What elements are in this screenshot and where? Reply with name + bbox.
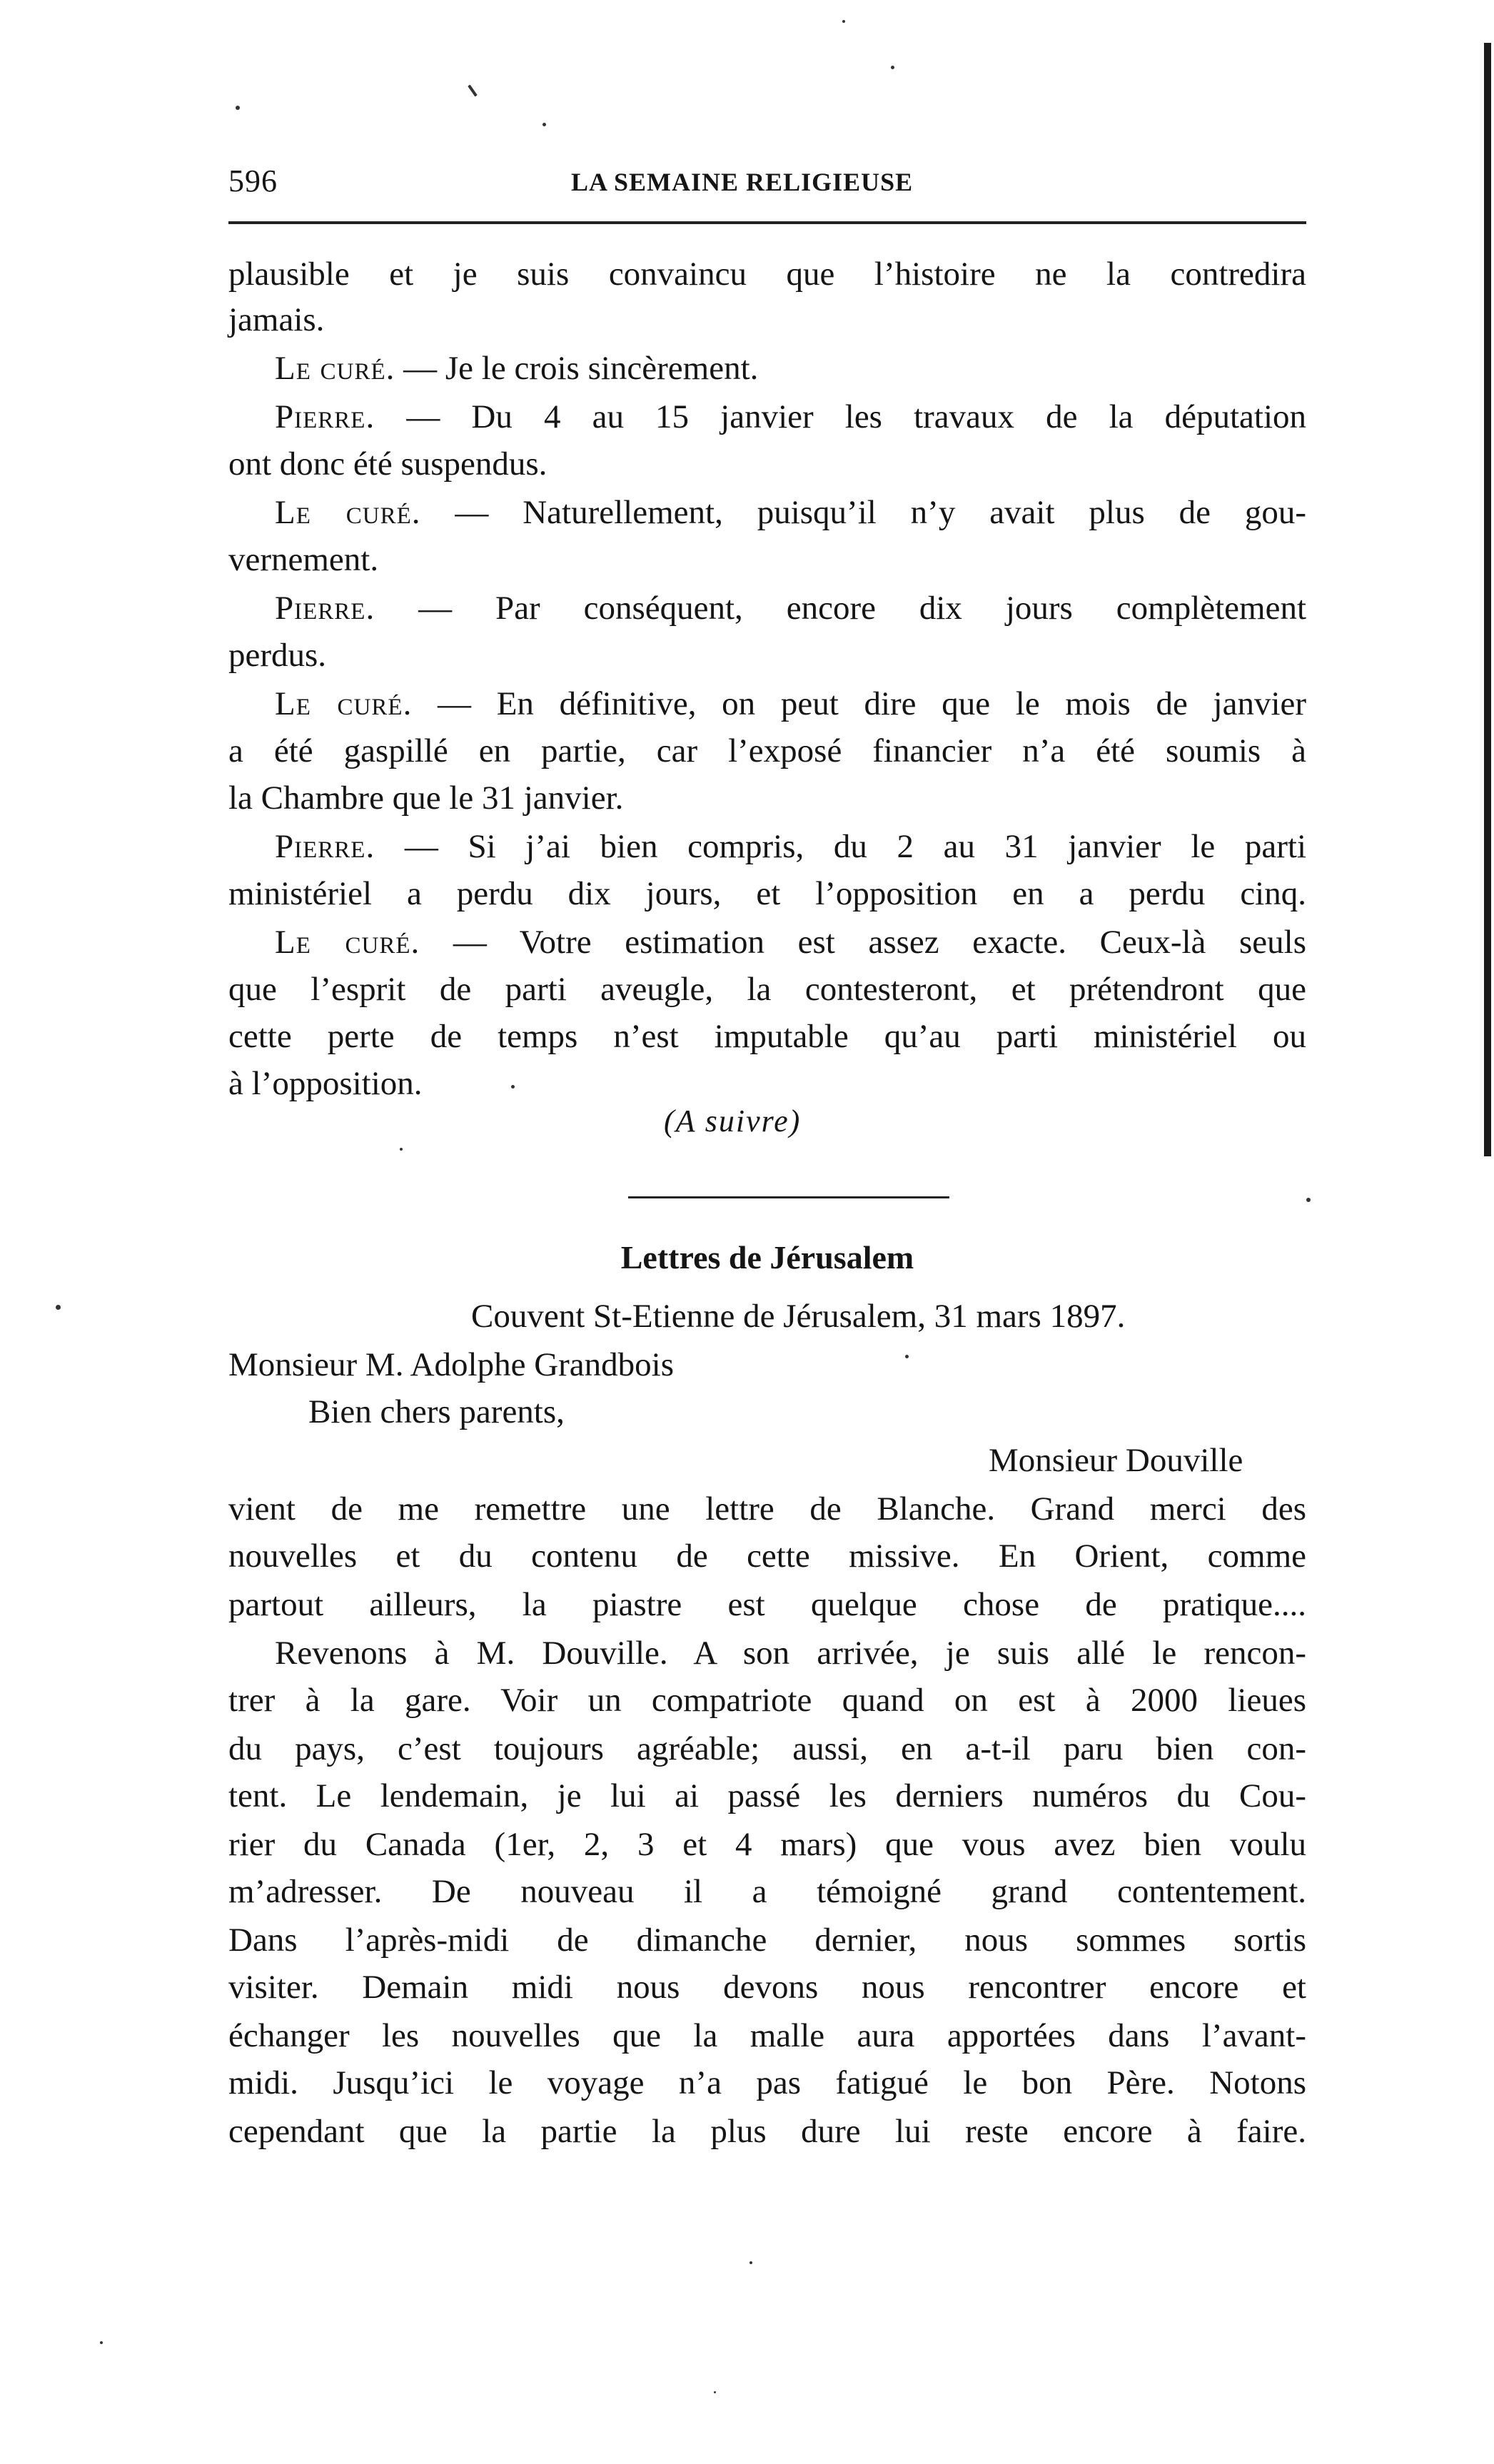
speaker-line bbox=[275, 919, 1306, 965]
speaker-line bbox=[275, 585, 1306, 631]
text-line: échanger les nouvelles que la malle aura apportées dans l’avant- bbox=[228, 2017, 1306, 2054]
text-line bbox=[228, 632, 1306, 678]
line-text: — Votre estimation est assez exacte. Ceux-là seuls bbox=[453, 924, 1307, 961]
running-title: LA SEMAINE RELIGIEUSE bbox=[571, 168, 914, 196]
line-text: — Naturellement, puisqu’il n’y avait plus de gou- bbox=[455, 494, 1306, 531]
line-text: — Par conséquent, encore dix jours complètement bbox=[418, 590, 1307, 627]
speaker-line bbox=[275, 394, 1306, 440]
line-text: jamais. bbox=[228, 301, 325, 338]
text-line: rier du Canada (1er, 2, 3 et 4 mars) que vous avez bien voulu bbox=[228, 1826, 1306, 1863]
text-line: cependant que la partie la plus dure lui reste encore à faire. bbox=[228, 2113, 1306, 2150]
text-line bbox=[228, 441, 1306, 487]
text-line bbox=[228, 966, 1306, 1012]
line-text: ministériel a perdu dix jours, et l’opposition en a perdu cinq. bbox=[228, 875, 1306, 912]
line-text: ont donc été suspendus. bbox=[228, 445, 547, 483]
text-line: trer à la gare. Voir un compatriote quand on est à 2000 lieues bbox=[228, 1682, 1306, 1719]
text-line bbox=[228, 297, 1306, 343]
text-line bbox=[228, 537, 1306, 582]
scan-speck bbox=[236, 106, 240, 110]
speaker-line bbox=[275, 345, 1306, 391]
line-text: cette perte de temps n’est imputable qu’au parti ministériel ou bbox=[228, 1018, 1306, 1055]
line-text: vernement. bbox=[228, 541, 379, 578]
speaker-name: Pierre. bbox=[275, 828, 375, 865]
section-heading: Lettres de Jérusalem bbox=[620, 1239, 914, 1276]
letter-opening: Monsieur Douville bbox=[989, 1442, 1243, 1479]
page-number: 596 bbox=[228, 163, 278, 198]
text-line: partout ailleurs, la piastre est quelque chose de pratique.... bbox=[228, 1586, 1306, 1623]
speaker-name: Le curé. bbox=[275, 924, 420, 961]
speaker-name: Le curé. bbox=[275, 685, 413, 722]
to-follow-note: (A suivre) bbox=[664, 1104, 802, 1138]
speaker-name: Le curé. bbox=[275, 350, 395, 387]
section-divider bbox=[628, 1196, 949, 1198]
line-text: la Chambre que le 31 janvier. bbox=[228, 779, 624, 817]
scan-speck bbox=[100, 2341, 103, 2344]
dateline: Couvent St-Etienne de Jérusalem, 31 mars 1897. bbox=[471, 1298, 1126, 1335]
text-line: Dans l’après-midi de dimanche dernier, nous sommes sortis bbox=[228, 1922, 1306, 1959]
speaker-line bbox=[275, 824, 1306, 869]
line-text: à l’opposition. bbox=[228, 1065, 423, 1102]
line-text: a été gaspillé en partie, car l’exposé financier n’a été soumis à bbox=[228, 732, 1306, 769]
text-line bbox=[228, 1014, 1306, 1059]
running-header bbox=[228, 163, 1306, 206]
speaker-name: Le curé. bbox=[275, 494, 421, 531]
speaker-line bbox=[275, 490, 1306, 535]
scan-speck bbox=[56, 1305, 61, 1310]
text-line bbox=[228, 728, 1306, 774]
scan-speck bbox=[842, 20, 845, 23]
text-line: m’adresser. De nouveau il a témoigné grand contentement. bbox=[228, 1873, 1306, 1910]
salutation: Bien chers parents, bbox=[308, 1393, 565, 1430]
speaker-line bbox=[275, 681, 1306, 727]
text-line: vient de me remettre une lettre de Blanche. Grand merci des bbox=[228, 1490, 1306, 1528]
scan-speck bbox=[714, 2391, 716, 2393]
text-line bbox=[228, 251, 1306, 297]
line-text: — Si j’ai bien compris, du 2 au 31 janvier le parti bbox=[404, 828, 1307, 865]
line-text: que l’esprit de parti aveugle, la contesteront, et prétendront que bbox=[228, 971, 1306, 1008]
text-line bbox=[228, 775, 1306, 821]
speaker-name: Pierre. bbox=[275, 590, 375, 627]
scan-speck bbox=[511, 1085, 515, 1089]
speaker-name: Pierre. bbox=[275, 398, 375, 435]
binding-edge bbox=[1484, 43, 1491, 1156]
header-rule bbox=[228, 221, 1306, 224]
scan-speck bbox=[400, 1148, 403, 1151]
text-line: Revenons à M. Douville. A son arrivée, je suis allé le rencon- bbox=[275, 1635, 1306, 1672]
scan-speck bbox=[905, 1355, 909, 1358]
text-line: nouvelles et du contenu de cette missive. En Orient, comme bbox=[228, 1538, 1306, 1575]
scan-speck bbox=[468, 84, 478, 96]
text-line: midi. Jusqu’ici le voyage n’a pas fatigué le bon Père. Notons bbox=[228, 2064, 1306, 2101]
line-text: — En définitive, on peut dire que le mois de janvier bbox=[438, 685, 1307, 722]
line-text: plausible et je suis convaincu que l’histoire ne la contredira bbox=[228, 256, 1306, 293]
text-line bbox=[228, 871, 1306, 917]
line-text: — Je le crois sincèrement. bbox=[403, 350, 759, 387]
line-text: — Du 4 au 15 janvier les travaux de la députation bbox=[406, 398, 1307, 435]
text-line: du pays, c’est toujours agréable; aussi, en a-t-il paru bien con- bbox=[228, 1730, 1306, 1767]
text-line: visiter. Demain midi nous devons nous rencontrer encore et bbox=[228, 1969, 1306, 2006]
text-line: tent. Le lendemain, je lui ai passé les derniers numéros du Cou- bbox=[228, 1777, 1306, 1814]
scan-speck bbox=[891, 66, 894, 69]
line-text: perdus. bbox=[228, 637, 327, 674]
scan-speck bbox=[542, 123, 546, 126]
scan-speck bbox=[1306, 1198, 1311, 1202]
text-line bbox=[228, 1061, 1306, 1106]
recipient: Monsieur M. Adolphe Grandbois bbox=[228, 1346, 675, 1383]
scan-speck bbox=[749, 2261, 752, 2264]
